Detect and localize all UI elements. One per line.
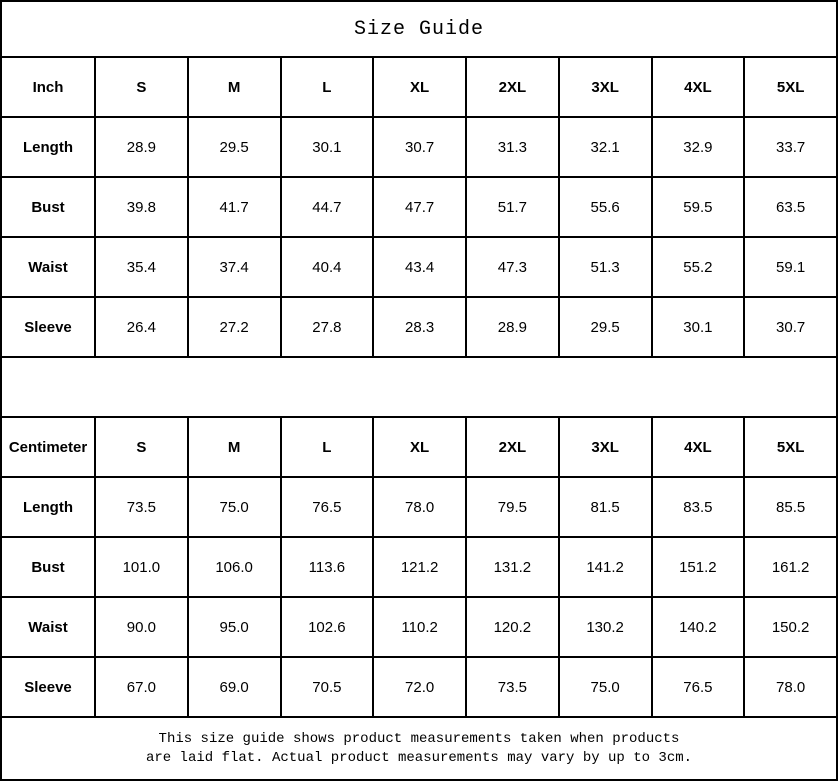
measurement-cell: 55.2 [652,237,745,297]
measurement-cell: 35.4 [95,237,188,297]
measurement-cell: 67.0 [95,657,188,717]
measurement-cell: 43.4 [373,237,466,297]
measurement-cell: 101.0 [95,537,188,597]
measurement-cell: 95.0 [188,597,281,657]
measurement-cell: 59.1 [744,237,837,297]
row-label-bust: Bust [1,177,95,237]
measurement-cell: 78.0 [744,657,837,717]
row-label-length: Length [1,477,95,537]
inch-header-row [1,57,837,117]
table-row-inch-length [1,117,837,177]
size-column-header-3xl: 3XL [559,417,652,477]
size-column-header-5xl: 5XL [744,57,837,117]
measurement-cell: 30.1 [652,297,745,357]
centimeter-header-row [1,417,837,477]
measurement-cell: 75.0 [559,657,652,717]
measurement-cell: 161.2 [744,537,837,597]
measurement-cell: 32.1 [559,117,652,177]
row-label-sleeve: Sleeve [1,657,95,717]
page-title: Size Guide [1,1,837,57]
measurement-cell: 27.8 [281,297,374,357]
measurement-cell: 151.2 [652,537,745,597]
unit-header-inch: Inch [1,57,95,117]
measurement-cell: 31.3 [466,117,559,177]
measurement-cell: 81.5 [559,477,652,537]
measurement-cell: 72.0 [373,657,466,717]
footer-note-line2: are laid flat. Actual product measurements may vary by up to 3cm. [145,749,693,766]
spacer-row [1,357,837,417]
size-column-header-l: L [281,57,374,117]
table-row-inch-waist [1,237,837,297]
unit-header-centimeter: Centimeter [1,417,95,477]
size-column-header-m: M [188,57,281,117]
table-row-inch-sleeve [1,297,837,357]
table-row-cm-length [1,477,837,537]
measurement-cell: 75.0 [188,477,281,537]
measurement-cell: 73.5 [466,657,559,717]
size-column-header-5xl: 5XL [744,417,837,477]
row-label-waist: Waist [1,597,95,657]
measurement-cell: 40.4 [281,237,374,297]
measurement-cell: 47.7 [373,177,466,237]
row-label-length: Length [1,117,95,177]
measurement-cell: 55.6 [559,177,652,237]
row-label-waist: Waist [1,237,95,297]
measurement-cell: 131.2 [466,537,559,597]
measurement-cell: 30.7 [744,297,837,357]
row-label-sleeve: Sleeve [1,297,95,357]
measurement-cell: 102.6 [281,597,374,657]
size-column-header-s: S [95,417,188,477]
size-column-header-2xl: 2XL [466,57,559,117]
size-column-header-s: S [95,57,188,117]
measurement-cell: 29.5 [188,117,281,177]
measurement-cell: 90.0 [95,597,188,657]
measurement-cell: 150.2 [744,597,837,657]
measurement-cell: 130.2 [559,597,652,657]
measurement-cell: 28.9 [466,297,559,357]
measurement-cell: 83.5 [652,477,745,537]
measurement-cell: 79.5 [466,477,559,537]
size-column-header-4xl: 4XL [652,417,745,477]
table-row-cm-waist [1,597,837,657]
measurement-cell: 120.2 [466,597,559,657]
measurement-cell: 141.2 [559,537,652,597]
measurement-cell: 26.4 [95,297,188,357]
size-column-header-m: M [188,417,281,477]
measurement-cell: 30.7 [373,117,466,177]
measurement-cell: 78.0 [373,477,466,537]
measurement-cell: 41.7 [188,177,281,237]
measurement-cell: 47.3 [466,237,559,297]
row-label-bust: Bust [1,537,95,597]
table-row-cm-sleeve [1,657,837,717]
measurement-cell: 51.7 [466,177,559,237]
size-column-header-xl: XL [373,57,466,117]
measurement-cell: 44.7 [281,177,374,237]
footer-row [1,717,837,780]
footer-note [1,717,837,780]
title-row [1,1,837,57]
spacer-cell [1,357,837,417]
measurement-cell: 113.6 [281,537,374,597]
size-column-header-2xl: 2XL [466,417,559,477]
measurement-cell: 73.5 [95,477,188,537]
measurement-cell: 76.5 [652,657,745,717]
footer-note-line1: This size guide shows product measurements taken when products [158,730,680,747]
measurement-cell: 33.7 [744,117,837,177]
measurement-cell: 59.5 [652,177,745,237]
measurement-cell: 30.1 [281,117,374,177]
measurement-cell: 29.5 [559,297,652,357]
size-column-header-l: L [281,417,374,477]
size-column-header-4xl: 4XL [652,57,745,117]
measurement-cell: 51.3 [559,237,652,297]
measurement-cell: 28.3 [373,297,466,357]
measurement-cell: 39.8 [95,177,188,237]
measurement-cell: 140.2 [652,597,745,657]
measurement-cell: 106.0 [188,537,281,597]
measurement-cell: 70.5 [281,657,374,717]
measurement-cell: 85.5 [744,477,837,537]
size-column-header-3xl: 3XL [559,57,652,117]
measurement-cell: 121.2 [373,537,466,597]
measurement-cell: 32.9 [652,117,745,177]
measurement-cell: 28.9 [95,117,188,177]
measurement-cell: 110.2 [373,597,466,657]
size-column-header-xl: XL [373,417,466,477]
table-row-cm-bust [1,537,837,597]
table-row-inch-bust [1,177,837,237]
measurement-cell: 76.5 [281,477,374,537]
measurement-cell: 27.2 [188,297,281,357]
measurement-cell: 37.4 [188,237,281,297]
measurement-cell: 69.0 [188,657,281,717]
measurement-cell: 63.5 [744,177,837,237]
